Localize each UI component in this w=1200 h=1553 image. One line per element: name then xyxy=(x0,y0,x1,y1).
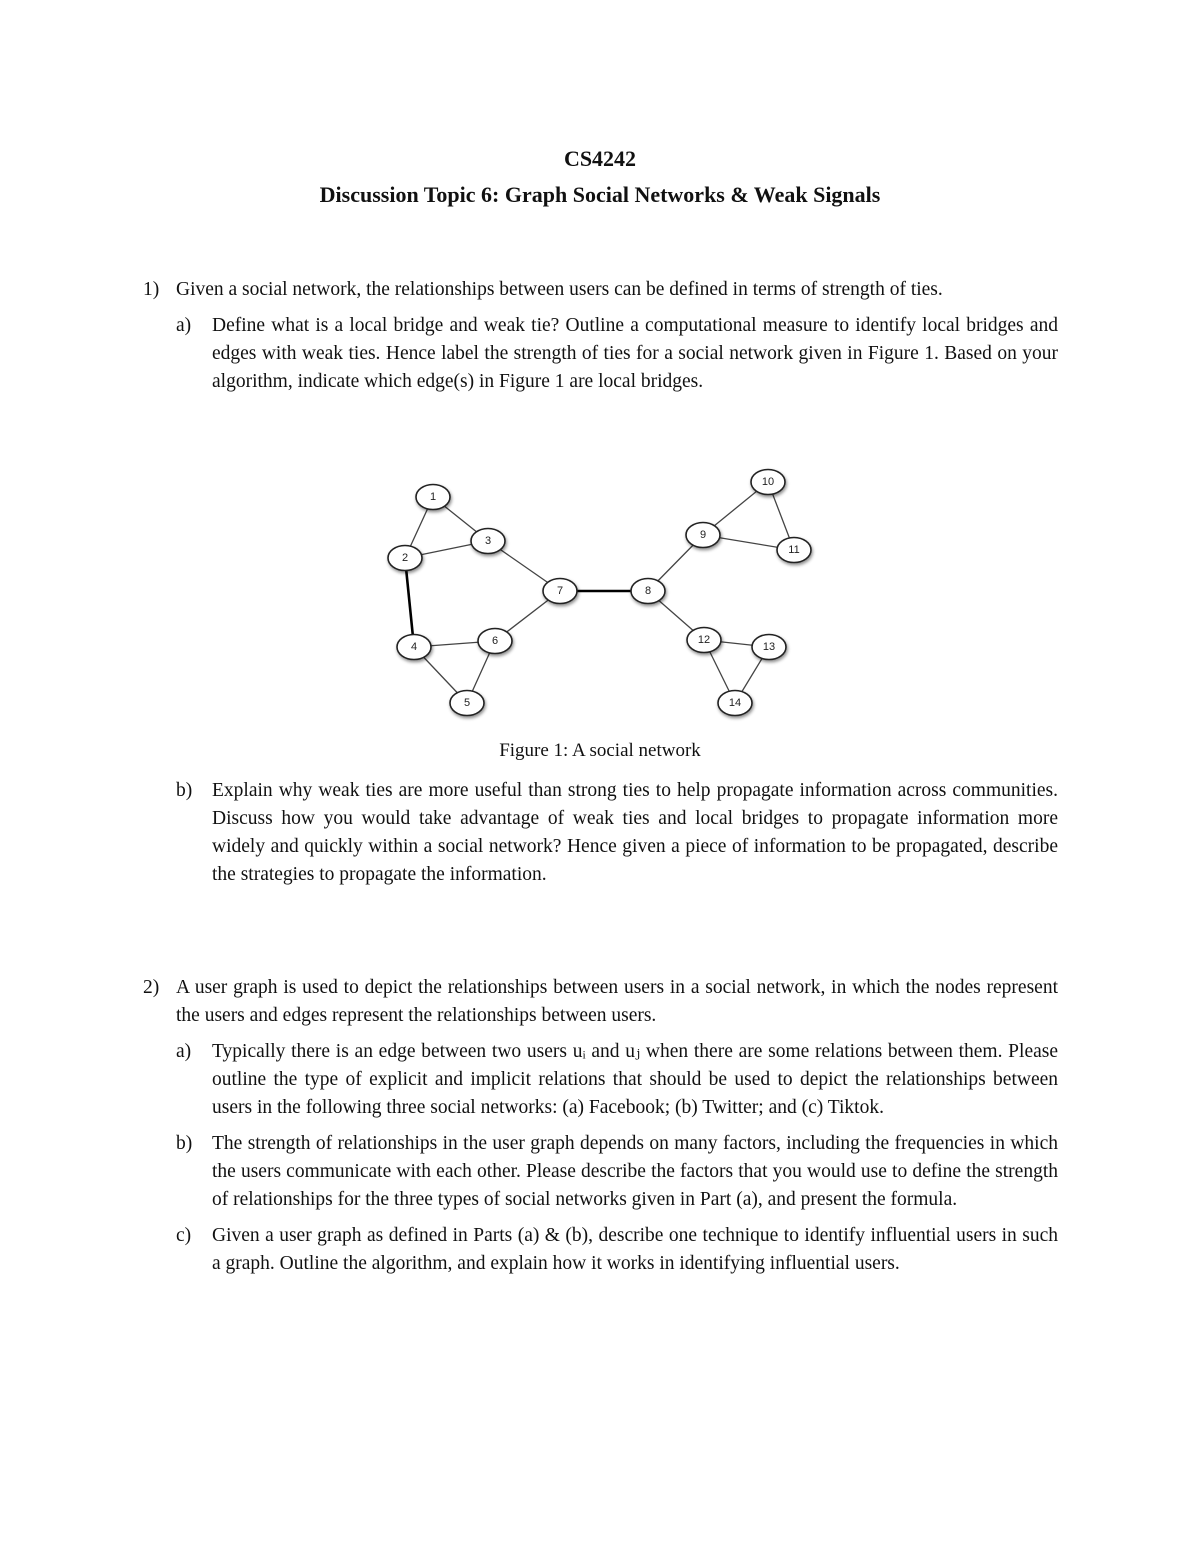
part-text: Define what is a local bridge and weak tie? Outline a computational measure to identify local bridges and edges with weak ties. Hence label the strength of ties for a social network given in Figure 1. Based on your algorithm, indicate which edge(s) in Figure 1 are local bridges. xyxy=(212,315,1058,392)
svg-text:3: 3 xyxy=(484,535,492,547)
part-text: Typically there is an edge between two users uᵢ and uⱼ when there are some relations between them. Please outline the type of explicit and implicit relations that should be used to depict the relationships between users in the following three social networks: (a) Facebook; (b) Twitter; and (c) Tiktok. xyxy=(212,1041,1058,1118)
svg-text:7: 7 xyxy=(556,585,564,597)
node-2 xyxy=(388,546,422,571)
svg-text:9: 9 xyxy=(699,529,707,541)
question-part xyxy=(176,1130,1058,1214)
node-10 xyxy=(751,470,785,495)
question-part xyxy=(176,312,1058,396)
node-3 xyxy=(471,529,505,554)
node-9 xyxy=(686,523,720,548)
node-6 xyxy=(478,629,512,654)
question-1-continued xyxy=(143,777,1058,889)
node-14 xyxy=(718,691,752,716)
question-part xyxy=(176,777,1058,889)
question-part xyxy=(176,1038,1058,1122)
question-number: 2) xyxy=(143,977,160,998)
edge-2-4 xyxy=(405,558,414,647)
node-13 xyxy=(752,635,786,660)
page-title: Discussion Topic 6: Graph Social Networks & Weak Signals xyxy=(319,182,881,207)
svg-text:5: 5 xyxy=(463,697,471,709)
part-text: Given a user graph as defined in Parts (a) & (b), describe one technique to identify influential users in such a graph. Outline the algorithm, and explain how it works in identifying influential users. xyxy=(212,1225,1058,1274)
node-11 xyxy=(777,538,811,563)
question-part xyxy=(176,1222,1058,1278)
figure-caption: Figure 1: A social network xyxy=(499,740,701,761)
svg-text:11: 11 xyxy=(788,544,800,556)
question-number: 1) xyxy=(143,279,160,300)
svg-text:8: 8 xyxy=(644,585,652,597)
social-network-figure xyxy=(370,460,830,730)
svg-text:1: 1 xyxy=(429,491,437,503)
svg-text:13: 13 xyxy=(762,641,776,653)
svg-text:2: 2 xyxy=(401,552,409,564)
question-2 xyxy=(143,974,1058,1278)
node-5 xyxy=(450,691,484,716)
svg-text:14: 14 xyxy=(728,697,742,709)
part-text: Explain why weak ties are more useful than strong ties to help propagate information across communities. Discuss how you would take advantage of weak ties and local bridges to propagate information more widely and quickly within a social network? Hence given a piece of information to be propagated, describe the strategies to propagate the information. xyxy=(212,780,1058,885)
node-8 xyxy=(631,579,665,604)
node-12 xyxy=(687,628,721,653)
part-label: a) xyxy=(176,1041,192,1062)
node-7 xyxy=(543,579,577,604)
node-4 xyxy=(397,635,431,660)
question-1 xyxy=(143,276,1058,396)
svg-text:6: 6 xyxy=(491,635,499,647)
svg-text:4: 4 xyxy=(410,641,418,653)
part-label: a) xyxy=(176,315,192,336)
question-text: Given a social network, the relationships between users can be defined in terms of strength of ties. xyxy=(176,279,943,300)
question-text: A user graph is used to depict the relationships between users in a social network, in which the nodes represent the users and edges represent the relationships between users. xyxy=(176,977,1058,1026)
svg-text:10: 10 xyxy=(761,476,775,488)
part-label: c) xyxy=(176,1225,192,1246)
course-code: CS4242 xyxy=(563,146,637,171)
part-text: The strength of relationships in the user graph depends on many factors, including the frequencies in which the users communicate with each other. Please describe the factors that you would use to define the strength of relationships for the three types of social networks given in Part (a), and present the formula. xyxy=(212,1133,1058,1210)
part-label: b) xyxy=(176,1133,193,1154)
node-1 xyxy=(416,485,450,510)
svg-text:12: 12 xyxy=(697,634,711,646)
part-label: b) xyxy=(176,780,193,801)
